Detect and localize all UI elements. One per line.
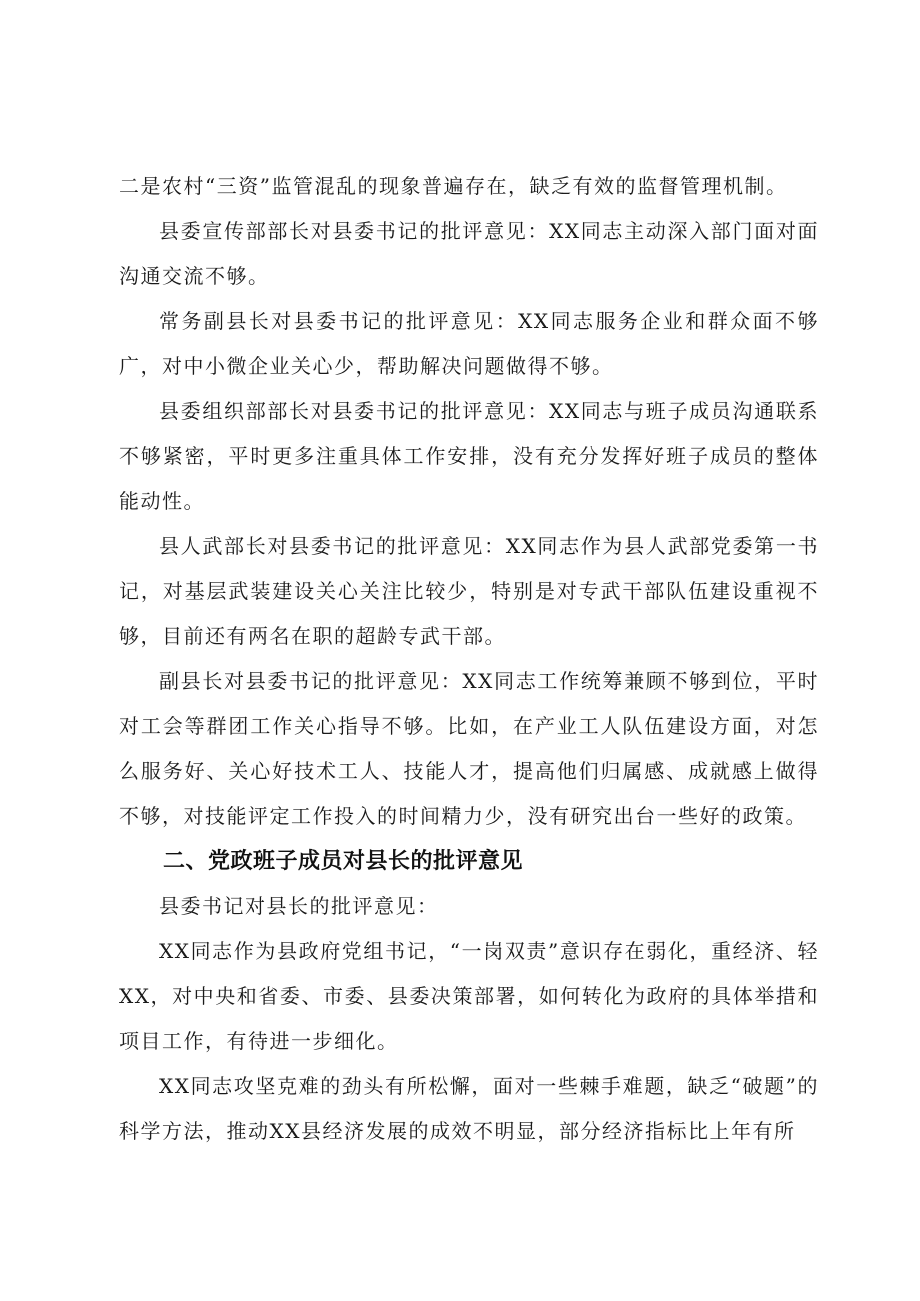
document-body — [119, 164, 819, 1154]
paragraph-armed-forces-critique: 县人武部长对县委书记的批评意见：XX同志作为县人武部党委第一书记，对基层武装建设关心关注比较少，特别是对专武干部队伍建设重视不够，目前还有两名在职的超龄专武干部。 — [119, 534, 819, 648]
paragraph-secretary-to-county-head: 县委书记对县长的批评意见： — [159, 894, 439, 918]
section-heading: 二、党政班子成员对县长的批评意见 — [163, 849, 524, 874]
paragraph-continuation: 二是农村“三资”监管混乱的现象普遍存在，缺乏有效的监督管理机制。 — [119, 174, 788, 198]
paragraph-organization-minister-critique: 县委组织部部长对县委书记的批评意见：XX同志与班子成员沟通联系不够紧密，平时更多注重具体工作安排，没有充分发挥好班子成员的整体能动性。 — [119, 399, 819, 513]
paragraph-critique-two: XX同志攻坚克难的劲头有所松懈，面对一些棘手难题，缺乏“破题”的科学方法，推动XX县经济发展的成效不明显，部分经济指标比上年有所 — [119, 1074, 819, 1143]
paragraph-propaganda-minister-critique: 县委宣传部部长对县委书记的批评意见：XX同志主动深入部门面对面沟通交流不够。 — [119, 219, 819, 288]
paragraph-deputy-county-head-critique: 副县长对县委书记的批评意见：XX同志工作统筹兼顾不够到位，平时对工会等群团工作关心指导不够。比如，在产业工人队伍建设方面，对怎么服务好、关心好技术工人、技能人才，提高他们归属感、成就感上做得不够，对技能评定工作投入的时间精力少，没有研究出台一些好的政策。 — [119, 669, 819, 828]
paragraph-critique-one: XX同志作为县政府党组书记，“一岗双责”意识存在弱化，重经济、轻XX，对中央和省委、市委、县委决策部署，如何转化为政府的具体举措和项目工作，有待进一步细化。 — [119, 939, 819, 1053]
paragraph-executive-deputy-critique: 常务副县长对县委书记的批评意见：XX同志服务企业和群众面不够广，对中小微企业关心少，帮助解决问题做得不够。 — [119, 309, 819, 378]
